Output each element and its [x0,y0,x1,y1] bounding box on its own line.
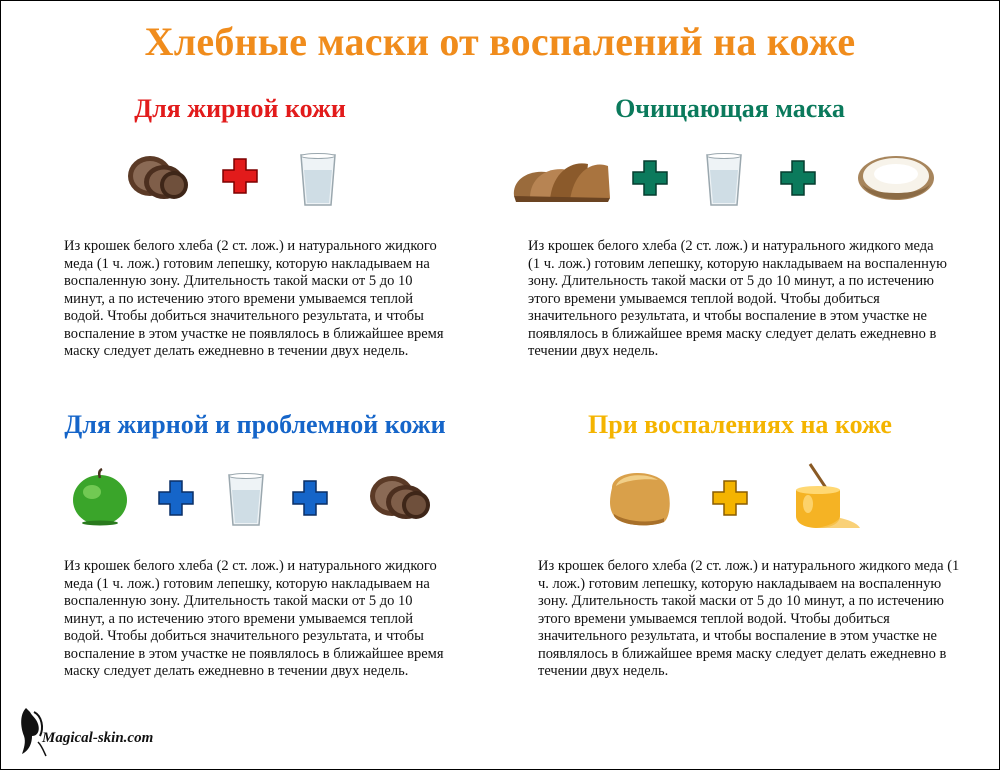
logo-text: Magical-skin.com [42,730,154,746]
section-heading-problem-skin: Для жирной и проблемной кожи [64,410,446,439]
bread-slices-icon [510,152,614,204]
section-heading-oily-skin: Для жирной кожи [134,94,346,123]
green-plus-icon [632,160,668,196]
yellow-plus-icon [712,480,748,516]
green-plus-icon [780,160,816,196]
section-heading-inflammation: При воспалениях на коже [588,410,892,439]
red-plus-icon [222,158,258,194]
white-loaf-icon [606,466,674,528]
section-text-inflammation: Из крошек белого хлеба (2 ст. лож.) и натурального жидкого меда (1 ч. лож.) готовим лепешку, которую накладываем на воспаленную зону. Длительность такой маски от 5 до 10 минут, а по истечению этого времени умываемся теплой водой. Чтобы добиться значительного результата, и чтобы воспаление в этом участке не появлялось в ближайшее время маску следует делать ежедневно в течении двух недель. [538,558,960,679]
water-glass-icon [704,152,744,208]
blue-plus-icon [292,480,328,516]
section-heading-cleansing-mask: Очищающая маска [615,94,845,123]
rye-bread-icon [124,150,190,202]
page-title: Хлебные маски от воспалений на коже [144,19,856,64]
green-apple-icon [70,468,130,526]
section-text-problem-skin: Из крошек белого хлеба (2 ст. лож.) и натурального жидкого меда (1 ч. лож.) готовим лепешку, которую накладываем на воспаленную зону. Длительность такой маски от 5 до 10 минут, а по истечению этого времени умываемся теплой водой. Чтобы добиться значительного результата, и чтобы воспаление в этом участке не появлялось в ближайшее время маску следует делать ежедневно в течении двух недель. [64,558,444,679]
water-glass-icon [226,472,266,528]
honey-jar-icon [786,462,862,530]
rye-bread-icon [366,470,432,522]
blue-plus-icon [158,480,194,516]
water-glass-icon [298,152,338,208]
section-text-cleansing-mask: Из крошек белого хлеба (2 ст. лож.) и натурального жидкого меда (1 ч. лож.) готовим лепешку, которую накладываем на воспаленную зону. Длительность такой маски от 5 до 10 минут, а по истечению этого времени умываемся теплой водой. Чтобы добиться значительного результата, и чтобы воспаление в этом участке не появлялось в ближайшее время маску следует делать ежедневно в течении двух недель. [528,238,947,359]
sour-cream-icon [856,152,936,208]
section-text-oily-skin: Из крошек белого хлеба (2 ст. лож.) и натурального жидкого меда (1 ч. лож.) готовим лепешку, которую накладываем на воспаленную зону. Длительность такой маски от 5 до 10 минут, а по истечению этого времени умываемся теплой водой. Чтобы добиться значительного результата, и чтобы воспаление в этом участке не появлялось в ближайшее время маску следует делать ежедневно в течении двух недель. [64,238,444,359]
